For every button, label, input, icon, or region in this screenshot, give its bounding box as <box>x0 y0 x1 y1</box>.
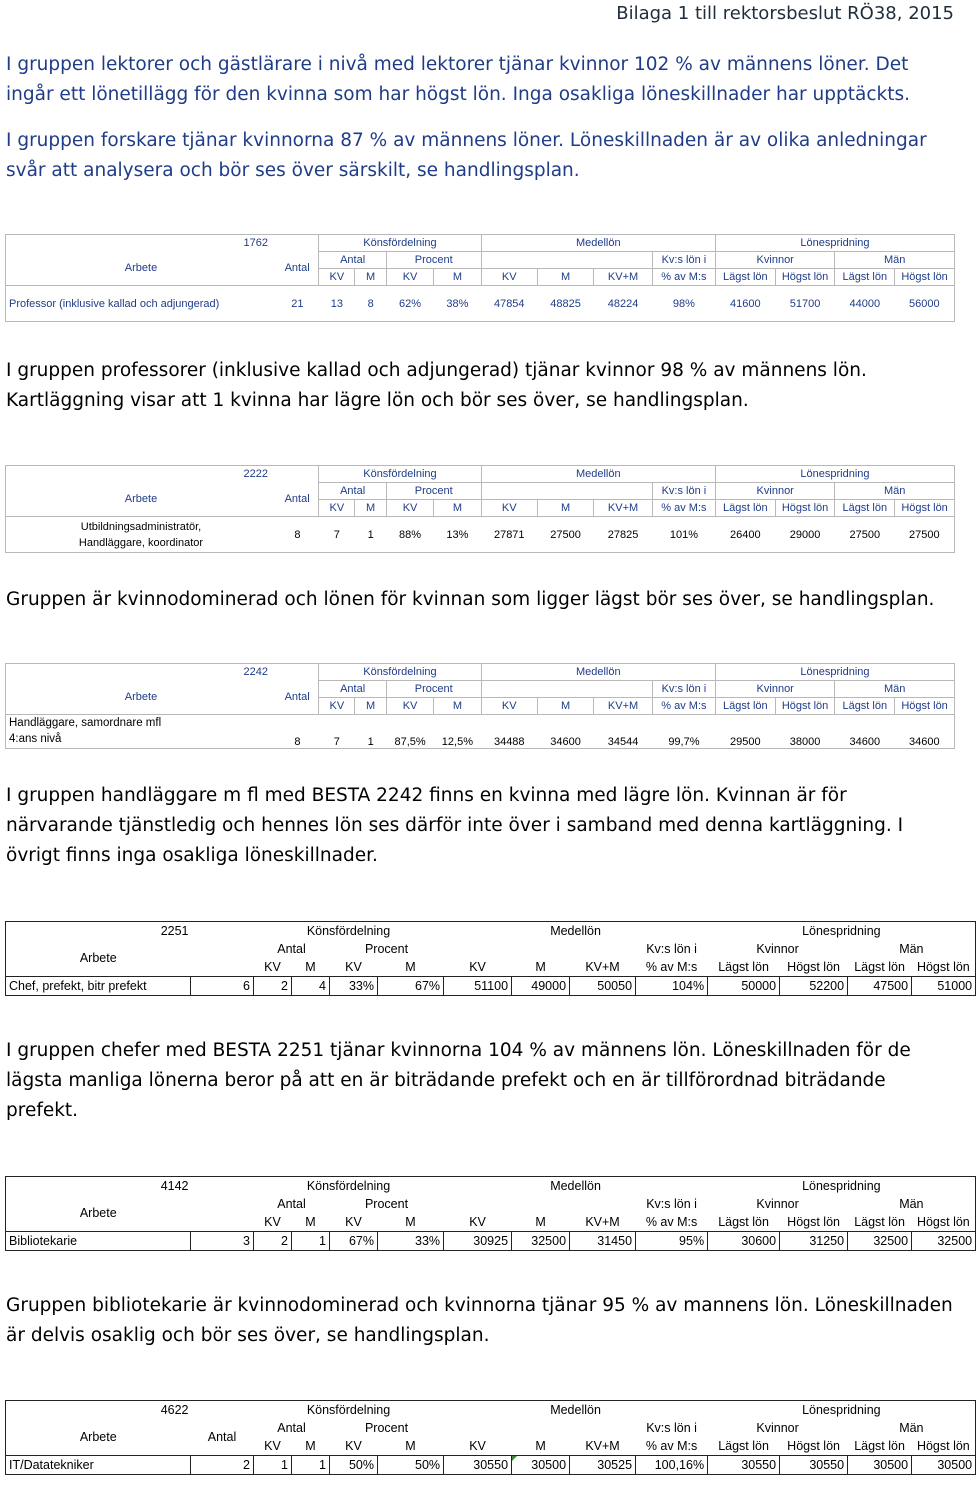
table-cell: KV+M <box>594 269 653 286</box>
table-cell <box>444 1195 636 1213</box>
table-cell: 34600 <box>537 715 593 749</box>
table-cell: % av M:s <box>645 1215 698 1229</box>
table-cell <box>191 1195 254 1232</box>
table-cell: KV+M <box>594 698 653 715</box>
table-cell <box>276 664 319 681</box>
table-cell: 27500 <box>537 517 593 553</box>
table-cell: 30550 <box>780 1456 848 1475</box>
table-cell: 50000 <box>708 977 780 996</box>
table-cell: 8 <box>355 286 387 322</box>
table-cell: 6 <box>191 977 254 996</box>
table-cell: Procent <box>364 942 409 956</box>
table-cell: 2 <box>254 977 292 996</box>
paragraph-lektorer: I gruppen lektorer och gästlärare i nivå med lektorer tjänar kvinnor 102 % av männens löner. Det ingår ett lönetillägg för den kvinna som har högst lön. Inga osakliga löneskillnader har upptäckts. <box>6 54 910 105</box>
table-cell: 95% <box>636 1232 708 1251</box>
table-cell: Män <box>848 1419 976 1437</box>
table-cell: KV+M <box>594 500 653 517</box>
table-cell: Antal <box>319 252 387 269</box>
table-cell <box>6 664 276 681</box>
table-cell: 29500 <box>715 715 775 749</box>
table-cell <box>481 252 652 269</box>
table-cell: Högst lön <box>787 1215 840 1229</box>
table-cell: Kvinnor <box>715 252 834 269</box>
table-cell: KV <box>481 500 537 517</box>
paragraph-utbildningsadmin: Gruppen är kvinnodominerad och lönen för kvinnan som ligger lägst bör ses över, se handlingsplan. <box>6 589 935 610</box>
table-cell: KV <box>345 960 362 974</box>
table-cell: Lägst lön <box>718 1215 769 1229</box>
table-cell: Högst lön <box>895 269 955 286</box>
table-cell: Medellön <box>444 1177 708 1196</box>
table-cell: 27825 <box>594 517 653 553</box>
table-cell: Procent <box>364 1197 409 1211</box>
table-cell: Medellön <box>481 466 715 483</box>
table-cell: 7 <box>319 517 355 553</box>
table-cell: M <box>434 269 481 286</box>
table-cell: Arbete <box>6 1195 191 1232</box>
besta-code: 4142 <box>160 1179 189 1193</box>
table-cell: Högst lön <box>912 1437 976 1456</box>
salary-table-2222 <box>5 465 955 553</box>
table-cell <box>191 940 254 977</box>
table-cell: 47854 <box>481 286 537 322</box>
table-cell: Kvinnor <box>756 1421 799 1435</box>
table-cell: 98% <box>652 286 715 322</box>
table-cell: M <box>355 269 387 286</box>
table-cell: Lägst lön <box>715 698 775 715</box>
table-cell: M <box>537 269 593 286</box>
table-cell: 34600 <box>835 715 895 749</box>
salary-table-4622 <box>5 1400 976 1475</box>
table-cell: Högst lön <box>912 1213 976 1232</box>
table-cell: 8 <box>276 517 319 553</box>
table-cell: 31450 <box>570 1232 636 1251</box>
table-cell: 3 <box>191 1232 254 1251</box>
table-cell: Arbete <box>6 483 276 517</box>
table-cell <box>481 681 652 698</box>
table-cell: 21 <box>276 286 319 322</box>
table-cell: Könsfördelning <box>319 466 481 483</box>
table-cell: M <box>305 1439 316 1453</box>
table-cell: M <box>405 1215 416 1229</box>
table-cell: Kvinnor <box>715 483 834 500</box>
table-cell: M <box>535 1215 546 1229</box>
table-cell: 62% <box>386 286 433 322</box>
table-cell: Arbete <box>6 940 191 977</box>
table-cell: Lägst lön <box>718 960 769 974</box>
table-cell <box>191 922 254 941</box>
table-cell: 100,16% <box>636 1456 708 1475</box>
header-konsfordelning: Könsfördelning <box>319 235 481 252</box>
table-cell <box>6 922 191 941</box>
besta-code: 4622 <box>160 1403 189 1417</box>
table-cell: 34600 <box>895 715 955 749</box>
table-cell: 88% <box>386 517 433 553</box>
table-cell: 67% <box>330 1232 378 1251</box>
table-cell: 30600 <box>708 1232 780 1251</box>
table-cell: 13 <box>319 286 355 322</box>
table-cell: 1 <box>292 1232 330 1251</box>
table-cell: Lägst lön <box>835 698 895 715</box>
paragraph-forskare: I gruppen forskare tjänar kvinnorna 87 % av männens löner. Löneskillnaden är av olika anledningar svår att analysera och bör ses över särskilt, se handlingsplan. <box>6 130 927 181</box>
table-cell: 34544 <box>594 715 653 749</box>
table-cell: 50% <box>330 1456 378 1475</box>
table-cell: Medellön <box>481 664 715 681</box>
table-cell: 99,7% <box>652 715 715 749</box>
table-cell: M <box>535 960 546 974</box>
table-cell: 87,5% <box>386 715 433 749</box>
table-cell: 1 <box>355 517 387 553</box>
table-cell: Antal <box>319 483 387 500</box>
table-cell: 2 <box>191 1456 254 1475</box>
table-cell: 7 <box>319 715 355 749</box>
table-cell: Könsfördelning <box>254 1401 444 1420</box>
table-cell: 41600 <box>715 286 775 322</box>
table-cell: 67% <box>378 977 444 996</box>
table-cell: 38000 <box>775 715 835 749</box>
table-cell: KV <box>386 500 433 517</box>
table-cell: % av M:s <box>645 960 698 974</box>
table-cell: 32500 <box>912 1232 976 1251</box>
table-cell: KV <box>469 1215 486 1229</box>
table-cell: Kv:s lön i <box>652 681 715 698</box>
table-cell <box>444 940 636 958</box>
header-arbete: Arbete <box>6 252 276 286</box>
paragraph-handlaggare: I gruppen handläggare m fl med BESTA 2242 finns en kvinna med lägre lön. Kvinnan är för närvarande tjänstledig och hennes lön ses därför inte över i samband med denna kartläggning. I övrigt finns inga osakliga löneskillnader. <box>6 785 904 866</box>
table-cell: M <box>537 500 593 517</box>
cell-text: 4:ans nivå <box>9 733 62 745</box>
table-cell: % av M:s <box>652 269 715 286</box>
table-cell: 51000 <box>912 977 976 996</box>
table-cell: Könsfördelning <box>254 922 444 941</box>
table-cell: M <box>305 1215 316 1229</box>
table-cell: 30500 <box>512 1456 570 1475</box>
table-cell: M <box>355 698 387 715</box>
table-cell: 50% <box>378 1456 444 1475</box>
table-cell: KV <box>469 1439 486 1453</box>
table-cell: KV <box>319 269 355 286</box>
table-cell: Högst lön <box>895 698 955 715</box>
besta-code: 2222 <box>243 468 268 481</box>
table-cell: Könsfördelning <box>254 1177 444 1196</box>
table-cell: 30925 <box>444 1232 512 1251</box>
table-cell: Lägst lön <box>854 1215 905 1229</box>
table-cell: 32500 <box>512 1232 570 1251</box>
salary-table-2242 <box>5 663 955 749</box>
table-cell: 30550 <box>708 1456 780 1475</box>
table-cell: 33% <box>330 977 378 996</box>
table-cell: Kvinnor <box>756 1197 799 1211</box>
table-row <box>6 1232 976 1251</box>
table-cell: 2 <box>254 1232 292 1251</box>
table-cell <box>444 1419 636 1437</box>
table-cell: Antal <box>277 1197 306 1211</box>
table-cell: % av M:s <box>645 1439 698 1453</box>
table-cell: 30500 <box>912 1456 976 1475</box>
table-cell: 101% <box>652 517 715 553</box>
table-cell: M <box>434 698 481 715</box>
table-cell: Antal <box>277 942 306 956</box>
header-antal: Antal <box>276 252 319 286</box>
table-cell: Kv:s lön i <box>646 1421 697 1435</box>
table-cell: 12,5% <box>434 715 481 749</box>
table-cell: Högst lön <box>775 500 835 517</box>
table-cell: Lägst lön <box>715 500 775 517</box>
salary-table-4142 <box>5 1176 976 1251</box>
table-cell <box>481 483 652 500</box>
table-cell <box>276 466 319 483</box>
table-cell: KV <box>481 698 537 715</box>
table-cell: Kv:s lön i <box>646 942 697 956</box>
table-cell <box>191 1401 254 1420</box>
table-cell <box>6 235 276 252</box>
table-cell: Högst lön <box>775 269 835 286</box>
table-cell: 48825 <box>537 286 593 322</box>
table-cell: 27500 <box>835 517 895 553</box>
table-cell: KV <box>345 1215 362 1229</box>
table-cell <box>191 1177 254 1196</box>
table-cell: Antal <box>276 681 319 715</box>
table-cell: 44000 <box>835 286 895 322</box>
table-cell: KV+M <box>585 1215 620 1229</box>
table-cell: 30500 <box>848 1456 912 1475</box>
table-cell: Procent <box>386 681 481 698</box>
table-cell: 104% <box>636 977 708 996</box>
table-cell: KV <box>264 960 281 974</box>
table-cell <box>276 235 319 252</box>
table-cell: Män <box>835 681 955 698</box>
table-cell: Lägst lön <box>854 960 905 974</box>
job-title: IT/Datatekniker <box>6 1456 191 1475</box>
table-cell: Antal <box>319 681 387 698</box>
table-cell: Lägst lön <box>715 269 775 286</box>
table-cell: 29000 <box>775 517 835 553</box>
table-cell: 1 <box>355 715 387 749</box>
table-cell: Arbete <box>6 681 276 715</box>
table-cell: Lönespridning <box>708 1401 976 1420</box>
table-cell <box>6 466 276 483</box>
table-cell: KV <box>386 269 433 286</box>
table-cell: M <box>355 500 387 517</box>
paragraph-professorer: I gruppen professorer (inklusive kallad och adjungerad) tjänar kvinnor 98 % av männens lön. Kartläggning visar att 1 kvinna har lägre lön och bör ses över, se handlingsplan. <box>6 360 867 411</box>
table-cell: KV <box>481 269 537 286</box>
table-cell: 31250 <box>780 1232 848 1251</box>
table-cell: Lägst lön <box>835 269 895 286</box>
paragraph-chefer: I gruppen chefer med BESTA 2251 tjänar kvinnorna 104 % av männens lön. Löneskillnaden för de lägsta manliga lönerna beror på att en är biträdande prefekt och en är tillförordnad biträdande prefekt. <box>6 1040 911 1121</box>
table-cell: Lägst lön <box>835 500 895 517</box>
table-cell: KV <box>386 698 433 715</box>
table-cell: Lönespridning <box>708 1177 976 1196</box>
table-cell: Män <box>835 483 955 500</box>
table-row <box>6 1456 976 1475</box>
table-cell: Kv:s lön i <box>652 483 715 500</box>
table-cell: Högst lön <box>787 960 840 974</box>
paragraph-bibliotekarie: Gruppen bibliotekarie är kvinnodominerad och kvinnorna tjänar 95 % av mannens lön. Löneskillnaden är delvis osaklig och bör ses över, se handlingsplan. <box>6 1295 953 1346</box>
table-cell: 49000 <box>512 977 570 996</box>
table-cell: 32500 <box>848 1232 912 1251</box>
table-cell: KV <box>264 1439 281 1453</box>
table-cell: Män <box>848 1195 976 1213</box>
table-cell: 50050 <box>570 977 636 996</box>
table-cell: KV <box>469 960 486 974</box>
table-cell: Medellön <box>444 922 708 941</box>
document-header: Bilaga 1 till rektorsbeslut RÖ38, 2015 <box>616 3 954 24</box>
table-cell: Procent <box>364 1421 409 1435</box>
table-cell: Kvinnor <box>715 681 834 698</box>
table-cell: % av M:s <box>652 500 715 517</box>
table-cell: 26400 <box>715 517 775 553</box>
table-cell: 56000 <box>895 286 955 322</box>
table-cell: 52200 <box>780 977 848 996</box>
table-cell: KV <box>319 500 355 517</box>
salary-table-1762 <box>5 234 955 322</box>
job-title: Professor (inklusive kallad och adjungerad) <box>6 286 276 322</box>
table-cell: Kv:s lön i <box>646 1197 697 1211</box>
table-cell <box>6 1401 191 1420</box>
table-cell: M <box>405 960 416 974</box>
table-cell: 48224 <box>594 286 653 322</box>
table-cell: M <box>434 500 481 517</box>
table-cell: 30550 <box>444 1456 512 1475</box>
table-cell: 51700 <box>775 286 835 322</box>
table-cell: KV <box>345 1439 362 1453</box>
table-cell: Högst lön <box>912 958 976 977</box>
table-cell: Lägst lön <box>854 1439 905 1453</box>
table-cell: Procent <box>386 252 481 269</box>
table-cell: 38% <box>434 286 481 322</box>
table-cell: Arbete <box>6 1419 191 1456</box>
table-cell: Kv:s lön i <box>652 252 715 269</box>
table-cell: 1 <box>292 1456 330 1475</box>
table-cell: KV+M <box>585 960 620 974</box>
table-cell: Män <box>848 940 976 958</box>
table-cell: Medellön <box>444 1401 708 1420</box>
besta-code: 2242 <box>243 666 268 679</box>
job-title: Bibliotekarie <box>6 1232 191 1251</box>
cell-text: Handläggare, koordinator <box>78 536 204 549</box>
header-lonespridning: Lönespridning <box>715 235 954 252</box>
table-cell: 4 <box>292 977 330 996</box>
table-cell: Högst lön <box>775 698 835 715</box>
table-cell: 51100 <box>444 977 512 996</box>
table-cell: M <box>405 1439 416 1453</box>
table-row <box>6 977 976 996</box>
job-title <box>6 517 276 553</box>
table-row <box>6 715 955 749</box>
table-cell: 8 <box>276 715 319 749</box>
table-cell: Antal <box>276 483 319 517</box>
table-cell: Högst lön <box>787 1439 840 1453</box>
table-cell: M <box>305 960 316 974</box>
table-cell <box>6 1177 191 1196</box>
salary-table-2251 <box>5 921 976 996</box>
table-cell: 13% <box>434 517 481 553</box>
table-cell: KV <box>319 698 355 715</box>
table-cell: 1 <box>254 1456 292 1475</box>
table-cell: Män <box>835 252 955 269</box>
header-medellon: Medellön <box>481 235 715 252</box>
besta-code: 2251 <box>160 924 189 938</box>
table-row <box>6 286 955 322</box>
table-cell: 33% <box>378 1232 444 1251</box>
table-cell: 27871 <box>481 517 537 553</box>
table-cell: Antal <box>277 1421 306 1435</box>
table-cell: M <box>537 698 593 715</box>
table-cell: Kvinnor <box>756 942 799 956</box>
table-row <box>6 517 955 553</box>
cell-text: Handläggare, samordnare mfl <box>9 717 162 729</box>
job-title: Chef, prefekt, bitr prefekt <box>6 977 191 996</box>
table-cell: 47500 <box>848 977 912 996</box>
table-cell: 30525 <box>570 1456 636 1475</box>
table-cell: Procent <box>386 483 481 500</box>
table-cell: Lägst lön <box>718 1439 769 1453</box>
table-cell: M <box>535 1439 546 1453</box>
table-cell: 34488 <box>481 715 537 749</box>
cell-text: Utbildningsadministratör, <box>80 520 202 533</box>
table-cell: Lönespridning <box>708 922 976 941</box>
table-cell: Könsfördelning <box>319 664 481 681</box>
table-cell: KV+M <box>585 1439 620 1453</box>
table-cell: Lönespridning <box>715 466 954 483</box>
table-cell: % av M:s <box>652 698 715 715</box>
besta-code: 1762 <box>243 237 268 250</box>
table-cell: Högst lön <box>895 500 955 517</box>
table-cell: Lönespridning <box>715 664 954 681</box>
table-cell: 27500 <box>895 517 955 553</box>
table-cell: Antal <box>207 1430 237 1444</box>
table-cell: KV <box>264 1215 281 1229</box>
job-title <box>6 715 276 749</box>
